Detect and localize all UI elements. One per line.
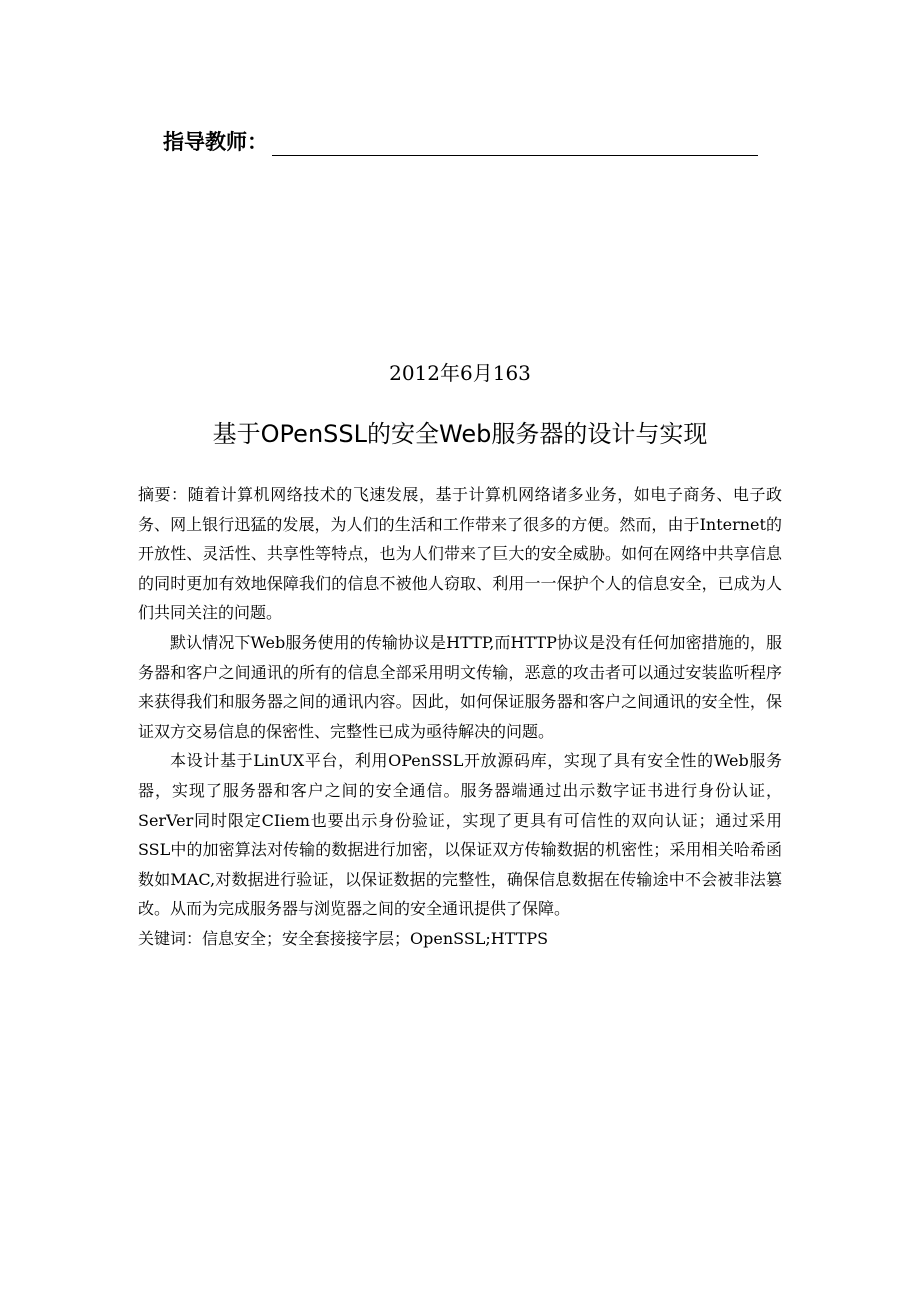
- abstract-paragraph-2: 默认情况下Web服务使用的传输协议是HTTP,而HTTP协议是没有任何加密措施的，服务器和客户之间通讯的所有的信息全部采用明文传输，恶意的攻击者可以通过安装监听程序来获得我们和服务器之间的通讯内容。因此，如何保证服务器和客户之间通讯的安全性，保证双方交易信息的保密性、完整性已成为亟待解决的问题。: [138, 632, 782, 741]
- advisor-blank-line: [272, 133, 758, 156]
- abstract-paragraph-1: 摘要：随着计算机网络技术的飞速发展，基于计算机网络诸多业务，如电子商务、电子政务、网上银行迅猛的发展，为人们的生活和工作带来了很多的方便。然而，由于Internet的开放性、灵活性、共享性等特点，也为人们带来了巨大的安全威胁。如何在网络中共享信息的同时更加有效地保障我们的信息不被他人窃取、利用一一保护个人的信息安全，已成为人们共同关注的问题。: [138, 485, 782, 623]
- abstract-paragraph-3: 本设计基于LinUX平台，利用OPenSSL开放源码库，实现了具有安全性的Web服务器，实现了服务器和客户之间的安全通信。服务器端通过出示数字证书进行身份认证，SerVer同时限定CIiem也要出示身份验证，实现了更具有可信性的双向认证；通过采用SSL中的加密算法对传输的数据进行加密，以保证双方传输数据的机密性；采用相关哈希函数如MAC,对数据进行验证，以保证数据的完整性，确保信息数据在传输途中不会被非法篡改。从而为完成服务器与浏览器之间的安全通讯提供了保障。: [138, 751, 782, 919]
- abstract-section: [138, 480, 782, 954]
- document-title: 基于OPenSSL的安全Web服务器的设计与实现: [212, 420, 708, 448]
- advisor-field: [163, 126, 758, 156]
- document-date: 2012年6月163: [389, 361, 531, 385]
- keywords: 关键词：信息安全；安全套接接字层；OpenSSL;HTTPS: [138, 928, 549, 948]
- advisor-label: 指导教师：: [163, 130, 268, 154]
